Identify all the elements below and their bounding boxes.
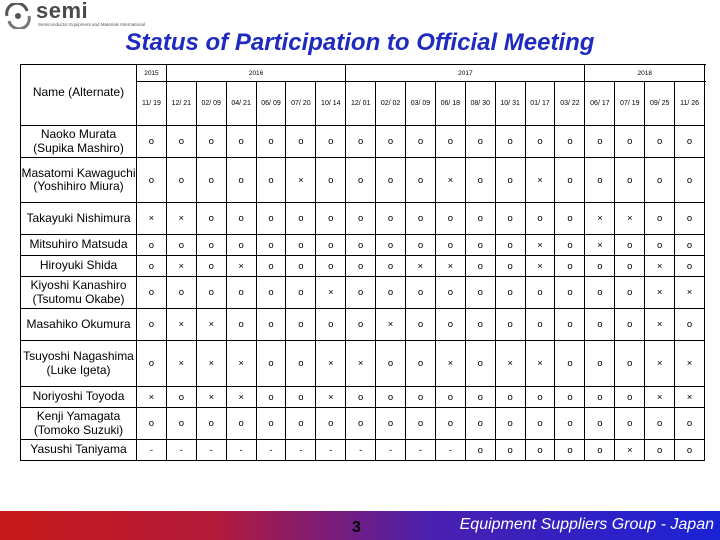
attendance-mark: ×: [196, 387, 226, 408]
attendance-mark: o: [226, 203, 256, 235]
attendance-mark: ×: [226, 387, 256, 408]
attendance-mark: ×: [137, 387, 167, 408]
logo-text: semi: [36, 0, 89, 23]
table-row: [21, 309, 705, 341]
attendance-mark: ×: [316, 277, 346, 309]
attendance-mark: ×: [645, 256, 675, 277]
attendance-mark: o: [555, 158, 585, 203]
attendance-mark: ×: [645, 341, 675, 387]
attendance-mark: o: [495, 408, 525, 440]
attendance-mark: o: [256, 387, 286, 408]
attendance-mark: o: [615, 387, 645, 408]
attendance-mark: ×: [406, 256, 436, 277]
attendance-mark: ×: [525, 158, 555, 203]
attendance-mark: o: [495, 440, 525, 461]
attendance-mark: o: [645, 203, 675, 235]
attendance-mark: ×: [346, 341, 376, 387]
attendance-mark: ×: [645, 387, 675, 408]
attendance-mark: ×: [645, 309, 675, 341]
attendance-mark: o: [286, 235, 316, 256]
attendance-mark: o: [555, 277, 585, 309]
attendance-mark: o: [346, 277, 376, 309]
attendance-mark: o: [525, 309, 555, 341]
attendance-mark: o: [615, 277, 645, 309]
attendance-mark: o: [196, 277, 226, 309]
meeting-date: 06/ 09: [256, 82, 286, 126]
attendance-mark: o: [226, 158, 256, 203]
attendance-mark: o: [585, 341, 615, 387]
member-name: Kenji Yamagata (Tomoko Suzuki): [21, 408, 137, 440]
attendance-mark: o: [435, 235, 465, 256]
attendance-mark: o: [525, 408, 555, 440]
attendance-mark: o: [226, 235, 256, 256]
attendance-mark: o: [675, 158, 705, 203]
meeting-date: 10/ 31: [495, 82, 525, 126]
attendance-mark: ×: [495, 341, 525, 387]
attendance-mark: ×: [675, 341, 705, 387]
attendance-mark: ×: [376, 309, 406, 341]
attendance-mark: ×: [585, 203, 615, 235]
logo-subtitle: Semiconductor Equipment and Materials International: [38, 22, 146, 27]
attendance-mark: o: [435, 408, 465, 440]
attendance-mark: o: [316, 235, 346, 256]
attendance-mark: ×: [196, 341, 226, 387]
meeting-date: 12/ 21: [166, 82, 196, 126]
attendance-mark: ×: [435, 158, 465, 203]
attendance-mark: o: [316, 203, 346, 235]
attendance-mark: o: [525, 277, 555, 309]
attendance-mark: o: [555, 341, 585, 387]
attendance-mark: o: [465, 277, 495, 309]
attendance-mark: o: [615, 256, 645, 277]
attendance-mark: ×: [525, 341, 555, 387]
attendance-mark: ×: [435, 256, 465, 277]
attendance-mark: o: [376, 341, 406, 387]
attendance-mark: ×: [615, 440, 645, 461]
attendance-mark: o: [196, 203, 226, 235]
member-name: Tsuyoshi Nagashima (Luke Igeta): [21, 341, 137, 387]
attendance-mark: ×: [316, 341, 346, 387]
attendance-mark: o: [256, 203, 286, 235]
attendance-mark: o: [585, 256, 615, 277]
attendance-mark: o: [376, 408, 406, 440]
attendance-mark: o: [316, 408, 346, 440]
attendance-mark: o: [435, 203, 465, 235]
meeting-date: 09/ 25: [645, 82, 675, 126]
attendance-mark: o: [137, 341, 167, 387]
attendance-mark: o: [675, 235, 705, 256]
attendance-mark: o: [675, 203, 705, 235]
attendance-mark: o: [256, 309, 286, 341]
attendance-mark: o: [615, 158, 645, 203]
member-name: Kiyoshi Kanashiro (Tsutomu Okabe): [21, 277, 137, 309]
attendance-mark: o: [256, 158, 286, 203]
table-row: [21, 440, 705, 461]
attendance-mark: o: [675, 309, 705, 341]
attendance-mark: -: [435, 440, 465, 461]
attendance-mark: -: [196, 440, 226, 461]
attendance-mark: o: [137, 309, 167, 341]
attendance-mark: o: [585, 277, 615, 309]
meeting-date: 11/ 19: [137, 82, 167, 126]
attendance-mark: o: [196, 256, 226, 277]
attendance-mark: o: [525, 126, 555, 158]
attendance-mark: o: [406, 126, 436, 158]
attendance-mark: o: [675, 126, 705, 158]
attendance-mark: o: [286, 309, 316, 341]
attendance-mark: o: [376, 235, 406, 256]
meeting-date: 07/ 19: [615, 82, 645, 126]
attendance-mark: o: [495, 387, 525, 408]
attendance-mark: ×: [525, 235, 555, 256]
attendance-mark: o: [196, 235, 226, 256]
meeting-date: 06/ 17: [585, 82, 615, 126]
attendance-mark: o: [465, 126, 495, 158]
table-row: [21, 408, 705, 440]
meeting-date: 04/ 21: [226, 82, 256, 126]
attendance-mark: o: [465, 256, 495, 277]
member-name: Naoko Murata (Supika Mashiro): [21, 126, 137, 158]
attendance-mark: o: [226, 126, 256, 158]
semi-logo-mark-icon: [4, 3, 32, 29]
attendance-mark: o: [495, 277, 525, 309]
attendance-mark: o: [406, 341, 436, 387]
attendance-mark: o: [256, 256, 286, 277]
table-row: [21, 341, 705, 387]
member-name: Yasushi Taniyama: [21, 440, 137, 461]
table-row: [21, 387, 705, 408]
attendance-mark: o: [406, 408, 436, 440]
year-header: 2015: [137, 65, 167, 82]
attendance-mark: o: [316, 158, 346, 203]
attendance-mark: ×: [166, 256, 196, 277]
attendance-mark: o: [465, 387, 495, 408]
attendance-mark: ×: [675, 277, 705, 309]
attendance-mark: o: [555, 408, 585, 440]
attendance-mark: o: [316, 256, 346, 277]
attendance-mark: o: [675, 256, 705, 277]
attendance-mark: o: [166, 235, 196, 256]
attendance-mark: o: [465, 440, 495, 461]
meeting-date: 07/ 20: [286, 82, 316, 126]
meeting-date: 10/ 14: [316, 82, 346, 126]
meeting-date: 03/ 09: [406, 82, 436, 126]
year-header: 2016: [166, 65, 345, 82]
attendance-mark: o: [435, 277, 465, 309]
table-row: [21, 235, 705, 256]
attendance-mark: o: [346, 408, 376, 440]
attendance-mark: o: [465, 341, 495, 387]
attendance-mark: o: [465, 235, 495, 256]
attendance-mark: -: [137, 440, 167, 461]
attendance-mark: o: [465, 408, 495, 440]
attendance-mark: o: [346, 309, 376, 341]
attendance-mark: o: [555, 126, 585, 158]
attendance-mark: o: [525, 387, 555, 408]
attendance-mark: o: [465, 158, 495, 203]
attendance-mark: -: [226, 440, 256, 461]
attendance-mark: o: [316, 309, 346, 341]
attendance-mark: o: [286, 126, 316, 158]
attendance-mark: o: [555, 256, 585, 277]
attendance-mark: o: [286, 203, 316, 235]
attendance-mark: o: [495, 126, 525, 158]
attendance-mark: o: [406, 387, 436, 408]
attendance-mark: o: [555, 235, 585, 256]
attendance-mark: o: [675, 408, 705, 440]
attendance-mark: o: [346, 158, 376, 203]
attendance-mark: o: [256, 235, 286, 256]
member-name: Mitsuhiro Matsuda: [21, 235, 137, 256]
attendance-mark: o: [615, 341, 645, 387]
meeting-date: 11/ 26: [675, 82, 705, 126]
attendance-mark: o: [585, 387, 615, 408]
attendance-mark: o: [346, 126, 376, 158]
attendance-mark: ×: [585, 235, 615, 256]
attendance-mark: o: [585, 309, 615, 341]
attendance-mark: -: [376, 440, 406, 461]
attendance-mark: o: [286, 256, 316, 277]
page-number: 3: [352, 519, 361, 536]
attendance-mark: o: [465, 203, 495, 235]
meeting-date: 12/ 01: [346, 82, 376, 126]
year-header: 2017: [346, 65, 585, 82]
attendance-mark: ×: [316, 387, 346, 408]
attendance-mark: o: [645, 440, 675, 461]
attendance-mark: o: [406, 203, 436, 235]
attendance-mark: o: [316, 126, 346, 158]
attendance-mark: o: [406, 235, 436, 256]
year-header: 2018: [585, 65, 705, 82]
attendance-mark: ×: [226, 341, 256, 387]
attendance-mark: o: [376, 387, 406, 408]
attendance-mark: o: [585, 408, 615, 440]
attendance-mark: -: [166, 440, 196, 461]
attendance-mark: o: [166, 158, 196, 203]
attendance-mark: o: [346, 235, 376, 256]
footer-text: Equipment Suppliers Group - Japan: [459, 516, 714, 533]
meeting-date: 02/ 09: [196, 82, 226, 126]
attendance-mark: o: [435, 387, 465, 408]
attendance-mark: o: [376, 256, 406, 277]
attendance-mark: ×: [226, 256, 256, 277]
attendance-mark: o: [166, 387, 196, 408]
page-title: Status of Participation to Official Meeting: [125, 29, 595, 56]
attendance-mark: o: [495, 158, 525, 203]
member-name: Masahiko Okumura: [21, 309, 137, 341]
attendance-mark: o: [555, 203, 585, 235]
attendance-mark: o: [645, 126, 675, 158]
attendance-mark: o: [465, 309, 495, 341]
participation-table: [20, 64, 705, 461]
attendance-mark: o: [226, 277, 256, 309]
attendance-mark: ×: [166, 309, 196, 341]
attendance-mark: -: [316, 440, 346, 461]
attendance-mark: o: [256, 126, 286, 158]
attendance-mark: o: [196, 158, 226, 203]
attendance-mark: ×: [645, 277, 675, 309]
name-column-header: Name (Alternate): [21, 65, 137, 126]
attendance-mark: o: [645, 158, 675, 203]
attendance-mark: o: [615, 126, 645, 158]
attendance-mark: o: [376, 277, 406, 309]
attendance-mark: o: [256, 341, 286, 387]
table-row: [21, 126, 705, 158]
attendance-mark: o: [406, 277, 436, 309]
attendance-mark: ×: [286, 158, 316, 203]
member-name: Noriyoshi Toyoda: [21, 387, 137, 408]
year-header-row: [21, 65, 705, 82]
attendance-mark: o: [137, 235, 167, 256]
attendance-mark: o: [346, 256, 376, 277]
attendance-mark: ×: [675, 387, 705, 408]
table-row: [21, 256, 705, 277]
attendance-mark: o: [286, 387, 316, 408]
attendance-mark: o: [555, 387, 585, 408]
attendance-mark: o: [256, 277, 286, 309]
attendance-mark: o: [495, 235, 525, 256]
table-row: [21, 277, 705, 309]
attendance-mark: o: [196, 126, 226, 158]
attendance-mark: o: [645, 235, 675, 256]
attendance-mark: o: [435, 309, 465, 341]
attendance-mark: o: [615, 408, 645, 440]
attendance-mark: o: [555, 440, 585, 461]
attendance-mark: o: [376, 203, 406, 235]
attendance-mark: o: [137, 277, 167, 309]
attendance-mark: ×: [615, 203, 645, 235]
attendance-mark: ×: [137, 203, 167, 235]
member-name: Masatomi Kawaguchi (Yoshihiro Miura): [21, 158, 137, 203]
attendance-mark: o: [615, 235, 645, 256]
attendance-mark: o: [286, 277, 316, 309]
attendance-mark: o: [406, 158, 436, 203]
member-name: Takayuki Nishimura: [21, 203, 137, 235]
attendance-mark: o: [196, 408, 226, 440]
attendance-mark: o: [585, 126, 615, 158]
attendance-mark: o: [346, 387, 376, 408]
table-row: [21, 158, 705, 203]
attendance-mark: o: [166, 408, 196, 440]
attendance-mark: o: [226, 309, 256, 341]
attendance-mark: o: [256, 408, 286, 440]
attendance-mark: ×: [525, 256, 555, 277]
attendance-mark: o: [495, 256, 525, 277]
attendance-mark: o: [525, 440, 555, 461]
attendance-mark: o: [435, 126, 465, 158]
meeting-date: 03/ 22: [555, 82, 585, 126]
meeting-date: 02/ 02: [376, 82, 406, 126]
attendance-mark: ×: [196, 309, 226, 341]
attendance-mark: o: [166, 126, 196, 158]
attendance-mark: o: [495, 203, 525, 235]
attendance-mark: o: [585, 158, 615, 203]
meeting-date: 01/ 17: [525, 82, 555, 126]
attendance-mark: -: [346, 440, 376, 461]
meeting-date: 06/ 18: [435, 82, 465, 126]
attendance-mark: o: [495, 309, 525, 341]
attendance-mark: o: [585, 440, 615, 461]
attendance-mark: o: [376, 158, 406, 203]
attendance-mark: o: [675, 440, 705, 461]
attendance-mark: o: [137, 126, 167, 158]
member-name: Hiroyuki Shida: [21, 256, 137, 277]
attendance-mark: o: [137, 158, 167, 203]
attendance-mark: o: [555, 309, 585, 341]
meeting-date: 08/ 30: [465, 82, 495, 126]
attendance-mark: o: [166, 277, 196, 309]
attendance-mark: o: [286, 341, 316, 387]
attendance-mark: o: [525, 203, 555, 235]
table-row: [21, 203, 705, 235]
attendance-mark: o: [137, 408, 167, 440]
attendance-mark: -: [286, 440, 316, 461]
attendance-mark: o: [645, 408, 675, 440]
attendance-mark: -: [256, 440, 286, 461]
attendance-mark: ×: [166, 203, 196, 235]
attendance-mark: ×: [166, 341, 196, 387]
attendance-mark: o: [137, 256, 167, 277]
attendance-mark: o: [346, 203, 376, 235]
attendance-mark: o: [615, 309, 645, 341]
attendance-mark: o: [406, 309, 436, 341]
attendance-mark: o: [286, 408, 316, 440]
attendance-mark: ×: [435, 341, 465, 387]
attendance-mark: -: [406, 440, 436, 461]
attendance-mark: o: [376, 126, 406, 158]
attendance-mark: o: [226, 408, 256, 440]
